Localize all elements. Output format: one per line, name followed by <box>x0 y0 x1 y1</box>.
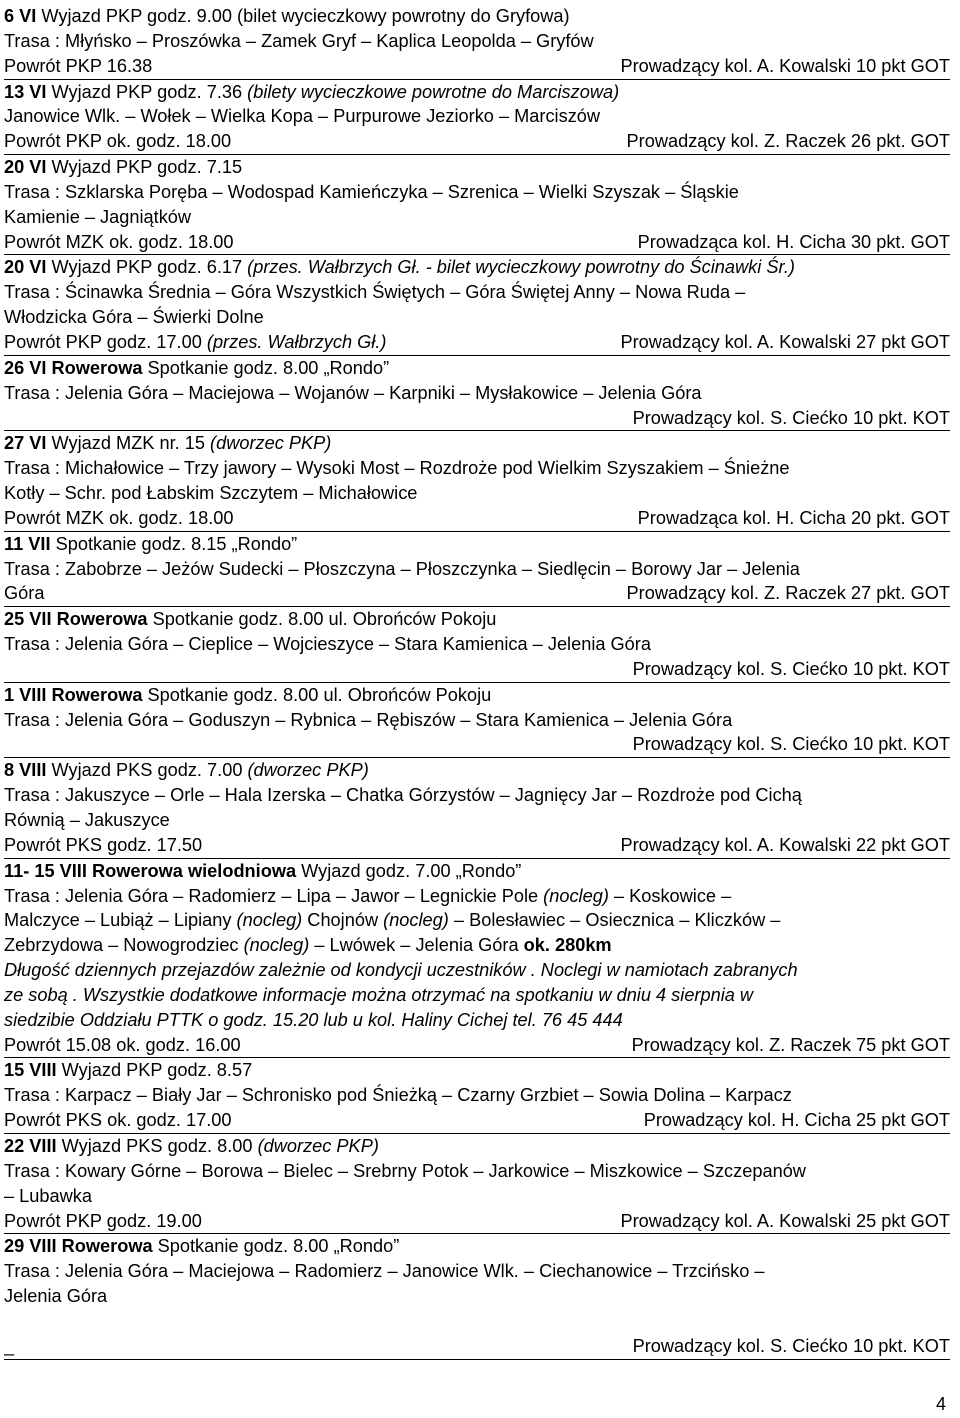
leader-info <box>620 833 950 858</box>
bold-text-run: 26 VI Rowerowa <box>4 357 143 378</box>
bold-text-run: 13 VI <box>4 81 47 102</box>
text-line <box>4 180 950 205</box>
trip-heading-line <box>4 255 950 280</box>
bold-text-run: 25 VII Rowerowa <box>4 609 148 630</box>
leader-line <box>4 657 950 683</box>
bold-text-run: 20 VI <box>4 257 47 278</box>
text-run: Powrót PKS godz. 17.50 <box>4 834 203 855</box>
text-run: – Lubawka <box>4 1185 92 1206</box>
text-run: Powrót MZK ok. godz. 18.00 <box>4 231 234 252</box>
text-run: Włodzicka Góra – Świerki Dolne <box>4 307 264 328</box>
trip-heading-line <box>4 1234 950 1259</box>
return-leader-line <box>4 1108 950 1134</box>
bold-text-run: 1 VIII Rowerowa <box>4 684 143 705</box>
bold-text-run: 8 VIII <box>4 760 47 781</box>
text-run: Prowadzący kol. A. Kowalski 25 pkt GOT <box>620 1210 950 1231</box>
text-line <box>4 1159 950 1184</box>
return-leader-line <box>4 1334 950 1360</box>
return-leader-line <box>4 506 950 532</box>
document-body <box>4 4 950 1360</box>
text-line <box>4 958 950 983</box>
italic-text-run: (dworzec PKP) <box>247 760 369 781</box>
text-run: Spotkanie godz. 8.00 „Rondo” <box>142 357 390 378</box>
text-run: Malczyce – Lubiąż – Lipiany <box>4 910 237 931</box>
text-run: Wyjazd PKP godz. 8.57 <box>56 1060 253 1081</box>
bold-text-run: ok. 280km <box>523 935 612 956</box>
text-run: Trasa : Jelenia Góra – Maciejowa – Wojanów – Karpniki – Mysłakowice – Jelenia Góra <box>4 382 702 403</box>
text-line <box>4 708 950 733</box>
text-line <box>4 808 950 833</box>
text-run: Prowadzący kol. H. Cicha 25 pkt GOT <box>643 1110 950 1131</box>
return-info <box>4 833 202 858</box>
leader-info <box>638 506 950 531</box>
italic-text-run: (nocleg) <box>243 935 310 956</box>
text-line <box>4 456 950 481</box>
text-line <box>4 884 950 909</box>
text-line <box>4 381 950 406</box>
bold-text-run: 15 VIII <box>4 1060 57 1081</box>
leader-info <box>627 129 950 154</box>
italic-text-run: (przes. Wałbrzych Gł. - bilet wycieczkowy powrotny do Ścinawki Śr.) <box>247 257 795 278</box>
text-run: Powrót PKP ok. godz. 18.00 <box>4 131 232 152</box>
trip-heading-line <box>4 683 950 708</box>
text-run: Powrót PKP 16.38 <box>4 55 153 76</box>
text-run: Wyjazd PKP godz. 7.36 <box>46 81 248 102</box>
trip-heading-line <box>4 431 950 456</box>
text-line <box>4 783 950 808</box>
text-run: Wyjazd PKP godz. 6.17 <box>46 257 248 278</box>
text-run: Trasa : Młyńsko – Proszówka – Zamek Gryf – Kaplica Leopolda – Gryfów <box>4 30 594 51</box>
leader-info <box>620 330 950 355</box>
text-line <box>4 205 950 230</box>
trip-heading-line <box>4 532 950 557</box>
text-run: Spotkanie godz. 8.00 „Rondo” <box>152 1236 400 1257</box>
text-run: _ <box>4 1335 15 1356</box>
text-run: Trasa : Zabobrze – Jeżów Sudecki – Płoszczyna – Płoszczynka – Siedlęcin – Borowy Jar – Jelenia <box>4 558 800 579</box>
italic-text-run: (nocleg) <box>236 910 303 931</box>
text-run: Chojnów <box>302 910 384 931</box>
trip-heading-line <box>4 1134 950 1159</box>
text-run: Trasa : Michałowice – Trzy jawory – Wysoki Most – Rozdroże pod Wielkim Szyszakiem – Śnieżne <box>4 458 790 479</box>
italic-text-run: (nocleg) <box>543 885 609 906</box>
italic-text-run: (nocleg) <box>383 910 449 931</box>
return-info <box>4 54 152 79</box>
text-run: Trasa : Jelenia Góra – Cieplice – Wojcieszyce – Stara Kamienica – Jelenia Góra <box>4 634 651 655</box>
trip-heading-line <box>4 859 950 884</box>
italic-text-run: siedzibie Oddziału PTTK o godz. 15.20 lub u kol. Haliny Cichej tel. 76 45 444 <box>4 1009 623 1030</box>
text-run: Jelenia Góra <box>4 1286 108 1307</box>
text-run: Spotkanie godz. 8.00 ul. Obrońców Pokoju <box>147 609 497 630</box>
text-line <box>4 481 950 506</box>
leader-info <box>632 1033 950 1058</box>
leader-info <box>620 1209 950 1234</box>
text-run: Prowadzący kol. Z. Raczek 26 pkt. GOT <box>626 131 950 152</box>
text-run: Góra <box>4 583 45 604</box>
text-line <box>4 104 950 129</box>
return-info <box>4 506 233 531</box>
text-run: Kotły – Schr. pod Łabskim Szczytem – Michałowice <box>4 483 418 504</box>
text-line <box>4 1083 950 1108</box>
text-run: Powrót PKS ok. godz. 17.00 <box>4 1110 232 1131</box>
text-run: Trasa : Ścinawka Średnia – Góra Wszystkich Świętych – Góra Świętej Anny – Nowa Ruda – <box>4 282 746 303</box>
text-run: Prowadzący kol. S. Ciećko 10 pkt. KOT <box>632 658 950 679</box>
italic-text-run: ze sobą . Wszystkie dodatkowe informacje można otrzymać na spotkaniu w dniu 4 sierpnia w <box>4 984 754 1005</box>
text-line <box>4 29 950 54</box>
text-run: Powrót PKP godz. 19.00 <box>4 1210 202 1231</box>
text-run: Prowadzący kol. A. Kowalski 10 pkt GOT <box>620 55 950 76</box>
text-run: Wyjazd PKP godz. 9.00 (bilet wycieczkowy powrotny do Gryfowa) <box>36 6 570 26</box>
return-leader-line <box>4 129 950 155</box>
bold-text-run: 20 VI <box>4 157 47 178</box>
text-run: Trasa : Karpacz – Biały Jar – Schronisko pod Śnieżką – Czarny Grzbiet – Sowia Dolina – Karpacz <box>4 1085 792 1106</box>
text-line <box>4 1259 950 1284</box>
return-info <box>4 581 44 606</box>
text-line <box>4 1284 950 1309</box>
bold-text-run: 27 VI <box>4 433 47 454</box>
leader-info <box>638 230 950 255</box>
text-run: Prowadzący kol. Z. Raczek 27 pkt. GOT <box>626 583 950 604</box>
return-info <box>4 230 233 255</box>
text-line <box>4 632 950 657</box>
text-run: – Lwówek – Jelenia Góra <box>309 935 524 956</box>
bold-text-run: 11- 15 VIII Rowerowa wielodniowa <box>4 860 297 881</box>
trip-heading-line <box>4 1058 950 1083</box>
text-run: Wyjazd PKS godz. 8.00 <box>56 1135 258 1156</box>
text-run: Prowadzący kol. A. Kowalski 22 pkt GOT <box>620 834 950 855</box>
text-run: Prowadząca kol. H. Cicha 20 pkt. GOT <box>637 507 950 528</box>
text-run: Zebrzydowa – Nowogrodziec <box>4 935 244 956</box>
blank-line <box>4 1309 950 1334</box>
text-run: Wyjazd PKP godz. 7.15 <box>46 157 243 178</box>
return-info <box>4 330 386 355</box>
text-run: Trasa : Szklarska Poręba – Wodospad Kamieńczyka – Szrenica – Wielki Szyszak – Śląskie <box>4 181 739 202</box>
leader-info <box>620 54 950 79</box>
text-line <box>4 557 950 582</box>
text-run: Trasa : Jelenia Góra – Goduszyn – Rybnica – Rębiszów – Stara Kamienica – Jelenia Góra <box>4 709 733 730</box>
text-run: Prowadzący kol. S. Ciećko 10 pkt. KOT <box>632 407 950 428</box>
text-line <box>4 1184 950 1209</box>
italic-text-run: (przes. Wałbrzych Gł.) <box>206 331 387 352</box>
text-run: Trasa : Jelenia Góra – Maciejowa – Radomierz – Janowice Wlk. – Ciechanowice – Trzcińsko – <box>4 1261 765 1282</box>
text-run: Prowadzący kol. A. Kowalski 27 pkt GOT <box>620 331 950 352</box>
return-leader-line <box>4 54 950 80</box>
page-number: 4 <box>936 1394 947 1414</box>
italic-text-run: (dworzec PKP) <box>210 433 332 454</box>
text-run: Powrót MZK ok. godz. 18.00 <box>4 507 234 528</box>
trip-heading-line <box>4 80 950 105</box>
italic-text-run: (bilety wycieczkowe powrotne do Marciszowa) <box>247 81 620 102</box>
return-info <box>4 1334 14 1359</box>
text-run: Prowadząca kol. H. Cicha 30 pkt. GOT <box>637 231 950 252</box>
return-leader-line <box>4 230 950 256</box>
text-run: Wyjazd PKS godz. 7.00 <box>46 760 248 781</box>
bold-text-run: 6 VI <box>4 6 37 26</box>
text-run: Powrót PKP godz. 17.00 <box>4 331 207 352</box>
return-info <box>4 1209 202 1234</box>
text-run: Janowice Wlk. – Wołek – Wielka Kopa – Purpurowe Jeziorko – Marciszów <box>4 106 601 127</box>
return-leader-line <box>4 330 950 356</box>
text-run: Trasa : Kowary Górne – Borowa – Bielec – Srebrny Potok – Jarkowice – Miszkowice – Szczepanów <box>4 1160 806 1181</box>
text-run: Spotkanie godz. 8.15 „Rondo” <box>50 533 298 554</box>
return-info <box>4 1108 231 1133</box>
trip-heading-line <box>4 758 950 783</box>
return-info <box>4 1033 241 1058</box>
trip-heading-line <box>4 607 950 632</box>
text-run: Trasa : Jakuszyce – Orle – Hala Izerska – Chatka Górzystów – Jagnięcy Jar – Rozdroże pod Cichą <box>4 785 802 806</box>
text-line <box>4 1008 950 1033</box>
text-run: Trasa : Jelenia Góra – Radomierz – Lipa – Jawor – Legnickie Pole <box>4 885 544 906</box>
italic-text-run: (dworzec PKP) <box>257 1135 379 1156</box>
text-line <box>4 280 950 305</box>
leader-line <box>4 406 950 432</box>
leader-info <box>644 1108 950 1133</box>
text-run: Wyjazd MZK nr. 15 <box>46 433 211 454</box>
text-run: – Koskowice – <box>608 885 732 906</box>
trip-heading-line <box>4 4 950 29</box>
text-run: Powrót 15.08 ok. godz. 16.00 <box>4 1034 241 1055</box>
bold-text-run: 11 VII <box>4 533 51 554</box>
bold-text-run: 22 VIII <box>4 1135 57 1156</box>
return-info <box>4 129 231 154</box>
italic-text-run: Długość dziennych przejazdów zależnie od kondycji uczestników . Noclegi w namiotach zabranych <box>4 960 798 981</box>
leader-info <box>627 581 950 606</box>
leader-line <box>4 732 950 758</box>
return-leader-line <box>4 833 950 859</box>
return-leader-line <box>4 581 950 607</box>
text-run: – Bolesławiec – Osiecznica – Kliczków – <box>448 910 781 931</box>
bold-text-run: 29 VIII Rowerowa <box>4 1236 153 1257</box>
text-run: Spotkanie godz. 8.00 ul. Obrońców Pokoju <box>142 684 492 705</box>
return-leader-line <box>4 1033 950 1059</box>
text-line <box>4 305 950 330</box>
text-line <box>4 933 950 958</box>
text-run: Kamienie – Jagniątków <box>4 206 192 227</box>
text-run: Prowadzący kol. S. Ciećko 10 pkt. KOT <box>632 1335 950 1356</box>
text-line <box>4 983 950 1008</box>
text-run: Prowadzący kol. Z. Raczek 75 pkt GOT <box>631 1034 950 1055</box>
text-run: Wyjazd godz. 7.00 „Rondo” <box>296 860 522 881</box>
trip-heading-line <box>4 155 950 180</box>
leader-info <box>633 1334 950 1359</box>
text-run: Prowadzący kol. S. Ciećko 10 pkt. KOT <box>632 734 950 755</box>
return-leader-line <box>4 1209 950 1235</box>
text-line <box>4 908 950 933</box>
trip-heading-line <box>4 356 950 381</box>
text-run: Równią – Jakuszyce <box>4 810 170 830</box>
